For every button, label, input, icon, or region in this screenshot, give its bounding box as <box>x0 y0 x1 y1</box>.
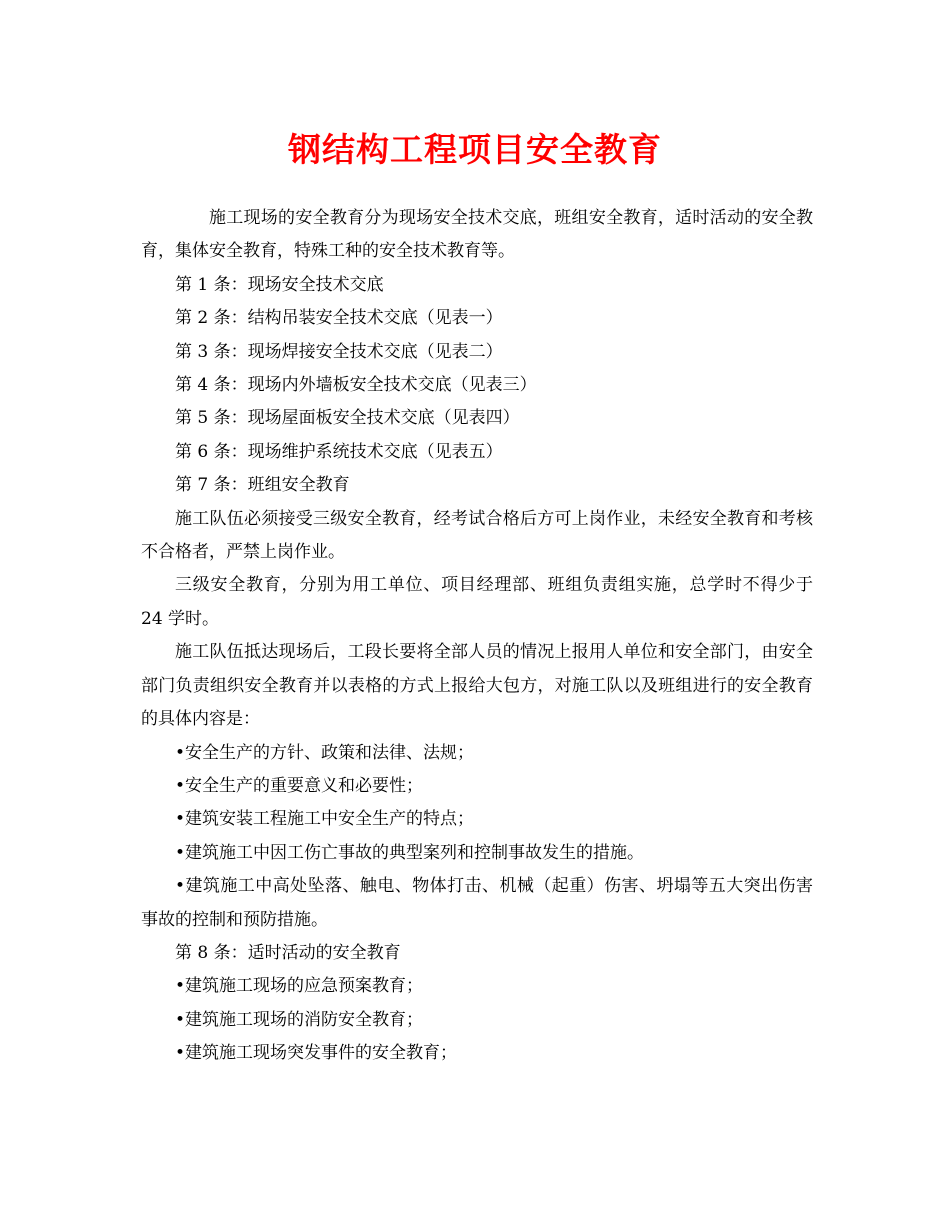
article-3-heading: 第 3 条：现场焊接安全技术交底（见表二） <box>175 341 503 362</box>
bullet-item: •安全生产的重要意义和必要性； <box>175 775 424 796</box>
paragraph-intro: 施工现场的安全教育分为现场安全技术交底，班组安全教育，适时活动的安全教育，集体安全教育，特殊工种的安全技术教育等。 <box>141 208 813 262</box>
bullet-item: •安全生产的方针、政策和法律、法规； <box>175 742 475 763</box>
bullet-item: •建筑施工中高处坠落、触电、物体打击、机械（起重）伤害、坍塌等五大突出伤害事故的控制和预防措施。 <box>141 876 813 930</box>
article-7-heading: 第 7 条：班组安全教育 <box>175 475 350 496</box>
bullet-item: •建筑施工现场的应急预案教育； <box>175 976 424 997</box>
article-6-heading: 第 6 条：现场维护系统技术交底（见表五） <box>175 441 503 462</box>
article-1-heading: 第 1 条：现场安全技术交底 <box>175 274 384 295</box>
document-title: 钢结构工程项目安全教育 <box>288 130 662 169</box>
document-body <box>141 202 813 1071</box>
paragraph-arrival-procedure: 施工队伍抵达现场后，工段长要将全部人员的情况上报用人单位和安全部门，由安全部门负责组织安全教育并以表格的方式上报给大包方，对施工队以及班组进行的安全教育的具体内容是： <box>141 642 813 730</box>
paragraph-education-hours: 三级安全教育，分别为用工单位、项目经理部、班组负责组实施，总学时不得少于 24 学时。 <box>141 575 813 629</box>
article-5-heading: 第 5 条：现场屋面板安全技术交底（见表四） <box>175 408 520 429</box>
bullet-item: •建筑施工现场的消防安全教育； <box>175 1009 424 1030</box>
bullet-item: •建筑施工现场突发事件的安全教育； <box>175 1043 458 1064</box>
article-4-heading: 第 4 条：现场内外墙板安全技术交底（见表三） <box>175 375 537 396</box>
article-8-heading: 第 8 条：适时活动的安全教育 <box>175 942 401 963</box>
bullet-item: •建筑安装工程施工中安全生产的特点； <box>175 809 475 830</box>
bullet-item: •建筑施工中因工伤亡事故的典型案列和控制事故发生的措施。 <box>175 842 645 863</box>
paragraph-three-level-education: 施工队伍必须接受三级安全教育，经考试合格后方可上岗作业，未经安全教育和考核不合格者，严禁上岗作业。 <box>141 508 813 563</box>
article-2-heading: 第 2 条：结构吊装安全技术交底（见表一） <box>175 308 503 329</box>
